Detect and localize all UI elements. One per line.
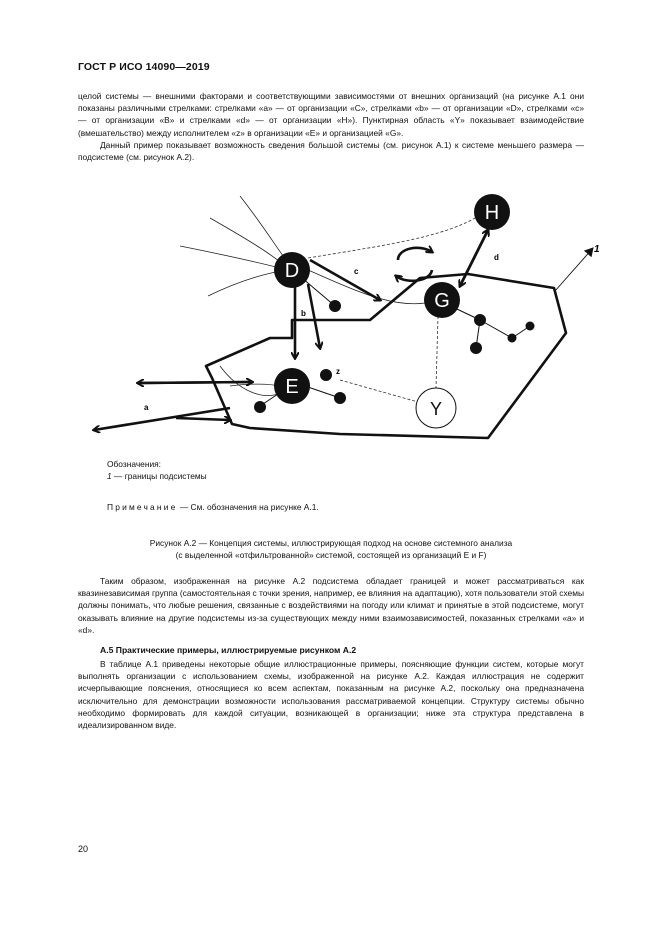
caption-line-1: Рисунок A.2 — Концепция системы, иллюстрирующая подход на основе системного анализа	[149, 538, 513, 548]
subsystem-boundary	[206, 274, 566, 438]
boundary-pointer	[555, 248, 593, 291]
intro-paragraph-2: Данный пример показывает возможность сведения большой системы (см. рисунок A.1) к системе меньшего размера — подсистеме (см. рисунок A.2).	[78, 139, 584, 163]
dashed-link-g-y	[436, 316, 438, 388]
arrow-e-left-back	[142, 382, 252, 383]
link-d-node	[302, 278, 335, 306]
actor-label-z: z	[336, 367, 340, 376]
body-text-1	[78, 575, 584, 636]
intro-paragraph-1: целой системы — внешними факторами и соответствующими зависимостями от внешних организаций (на рисунке A.1 они показаны различными стрелками: стрелками «a» — от организации «C», стрелками «b» — от организации «D», стрелками «c» — от организации «B» и стрелками «d» — от организации «H»). Пунктирная область «Y» показывает взаимодействие (вмешательство) между исполнителем «z» в организации «E» и организацией «G».	[78, 91, 584, 138]
section-title: A.5 Практические примеры, иллюстрируемые рисунком A.2	[100, 645, 357, 655]
legend-title: Обозначения:	[107, 459, 161, 469]
dashed-link-z-y	[340, 380, 418, 402]
arrow-label-d: d	[494, 253, 499, 262]
note-text: — См. обозначения на рисунке A.1.	[179, 502, 319, 512]
node-e-label: E	[285, 376, 299, 398]
boundary-label: 1	[594, 244, 600, 255]
node-y-label: Y	[429, 399, 443, 419]
system-diagram	[80, 188, 600, 448]
node-g-label: G	[434, 290, 450, 312]
small-node	[470, 342, 482, 354]
page-number: 20	[78, 844, 89, 854]
body-text-2	[78, 658, 584, 731]
body-paragraph-4: В таблице A.1 приведены некоторые общие иллюстрационные примеры, поясняющие функции систем, которые могут выполнять организации с использованием схемы, изображенной на рисунке A.2. Каждая иллюстрация не содержит исчерпывающие пояснения, относящиеся ко всем аспектам, показанным на рисунке A.2, поскольку она предназначена исключительно для демонстрации возможности использования рассматриваемой концепции. Структуру системы обычно необходимо формировать для каждой ситуации, возникающей в организации; ниже эта структура представлена в идеализированном виде.	[78, 659, 584, 731]
small-node-z	[320, 369, 332, 381]
figure-note	[107, 502, 319, 512]
figure-legend	[107, 458, 207, 482]
small-node	[329, 300, 341, 312]
node-d-label: D	[284, 260, 300, 282]
figure-caption	[78, 537, 584, 561]
arrow-label-c: c	[354, 267, 359, 276]
arrow-a-in	[176, 418, 230, 420]
note-label: Примечание	[107, 502, 178, 512]
small-node	[526, 322, 535, 331]
intro-text	[78, 90, 584, 163]
node-h-label: H	[484, 202, 500, 224]
figure-a2	[80, 188, 600, 448]
external-link-curve	[208, 270, 285, 296]
legend-item-number: 1	[107, 471, 112, 481]
rotation-arrows-icon	[398, 248, 432, 260]
legend-item	[107, 470, 207, 482]
arrow-label-b: b	[301, 309, 306, 318]
arrow-label-a: a	[144, 403, 149, 412]
external-link-curve	[180, 246, 280, 268]
caption-line-2: (с выделенной «отфильтрованной» системой, состоящей из организаций E и F)	[175, 550, 487, 561]
small-node	[474, 314, 486, 326]
small-node	[508, 334, 517, 343]
legend-item-text: — границы подсистемы	[114, 471, 207, 481]
small-node	[334, 392, 346, 404]
body-paragraph-3: Таким образом, изображенная на рисунке A.2 подсистема обладает границей и может рассматриваться как квазинезависимая группа (самостоятельная с точки зрения, например, ее влияния на адаптацию), хотя пользователи этой схемы должны понимать, что любые решения, связанные с воздействиями на погоду или климат и принятые в этой подсистеме, могут оказывать влияние на другие подсистемы из-за существующих между ними взаимозависимостей, показанных стрелками «a» и «d».	[78, 576, 584, 635]
rotation-arrows-icon	[396, 270, 432, 281]
small-node	[254, 401, 266, 413]
dashed-link-d-h	[308, 218, 475, 258]
page-header: ГОСТ Р ИСО 14090—2019	[78, 61, 210, 73]
arrow-b-right	[308, 284, 320, 348]
